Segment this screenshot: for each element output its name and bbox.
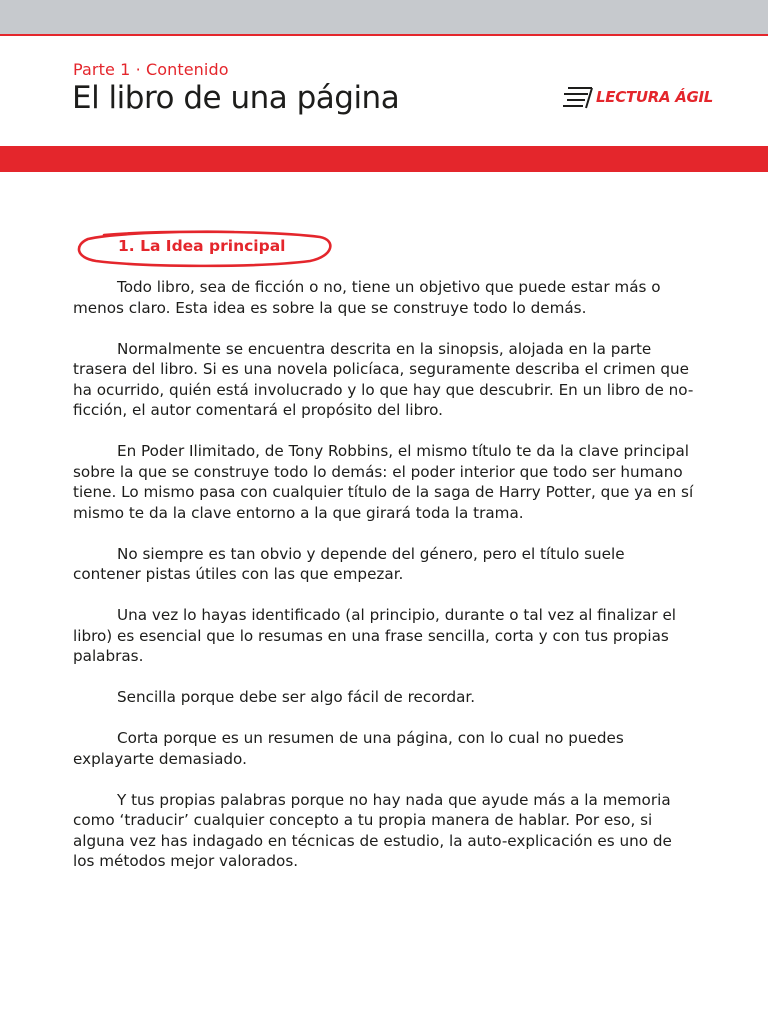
- paragraph: Sencilla porque debe ser algo fácil de recordar.: [117, 688, 476, 706]
- body-text: [73, 277, 695, 892]
- paragraph: En Poder Ilimitado, de Tony Robbins, el mismo título te da la clave principal sobre la que se construye todo lo demás: el poder interior que todo ser humano tiene. Lo mismo pasa con cualquier título de la saga de Harry Potter, que ya en sí mismo te da la clave entorno a la que girará toda la trama.: [73, 442, 694, 522]
- paragraph: Normalmente se encuentra descrita en la sinopsis, alojada en la parte trasera del libro. Si es una novela policíaca, seguramente describa el crimen que ha ocurrido, quién está involucrado y lo que hay que descubrir. En un libro de no-ficción, el autor comentará el propósito del libro.: [73, 339, 694, 419]
- paragraph: Una vez lo hayas identificado (al principio, durante o tal vez al finalizar el libro) es esencial que lo resumas en una frase sencilla, corta y con tus propias palabras.: [73, 606, 677, 665]
- logo-wordmark: LECTURA ÁGIL: [596, 88, 714, 106]
- book-lines-icon: [562, 82, 596, 112]
- page-title: El libro de una página: [72, 80, 400, 116]
- paragraph: Todo libro, sea de ficción o no, tiene un objetivo que puede estar más o menos claro. Esta idea es sobre la que se construye todo lo demás.: [73, 278, 661, 317]
- section-kicker: Parte 1 · Contenido: [73, 60, 229, 79]
- section-heading-circle: [74, 228, 336, 268]
- paragraph: Corta porque es un resumen de una página, con lo cual no puedes explayarte demasiado.: [73, 729, 624, 768]
- section-heading: 1. La Idea principal: [118, 237, 286, 255]
- top-bar: [0, 0, 768, 36]
- paragraph: Y tus propias palabras porque no hay nada que ayude más a la memoria como ‘traducir’ cualquier concepto a tu propia manera de hablar. Por eso, si alguna vez has indagado en técnicas de estudio, la auto-explicación es uno de los métodos mejor valorados.: [73, 790, 672, 870]
- header-band: [0, 146, 768, 172]
- paragraph: No siempre es tan obvio y depende del género, pero el título suele contener pistas útiles con las que empezar.: [73, 544, 625, 583]
- brand-logo: [562, 82, 722, 112]
